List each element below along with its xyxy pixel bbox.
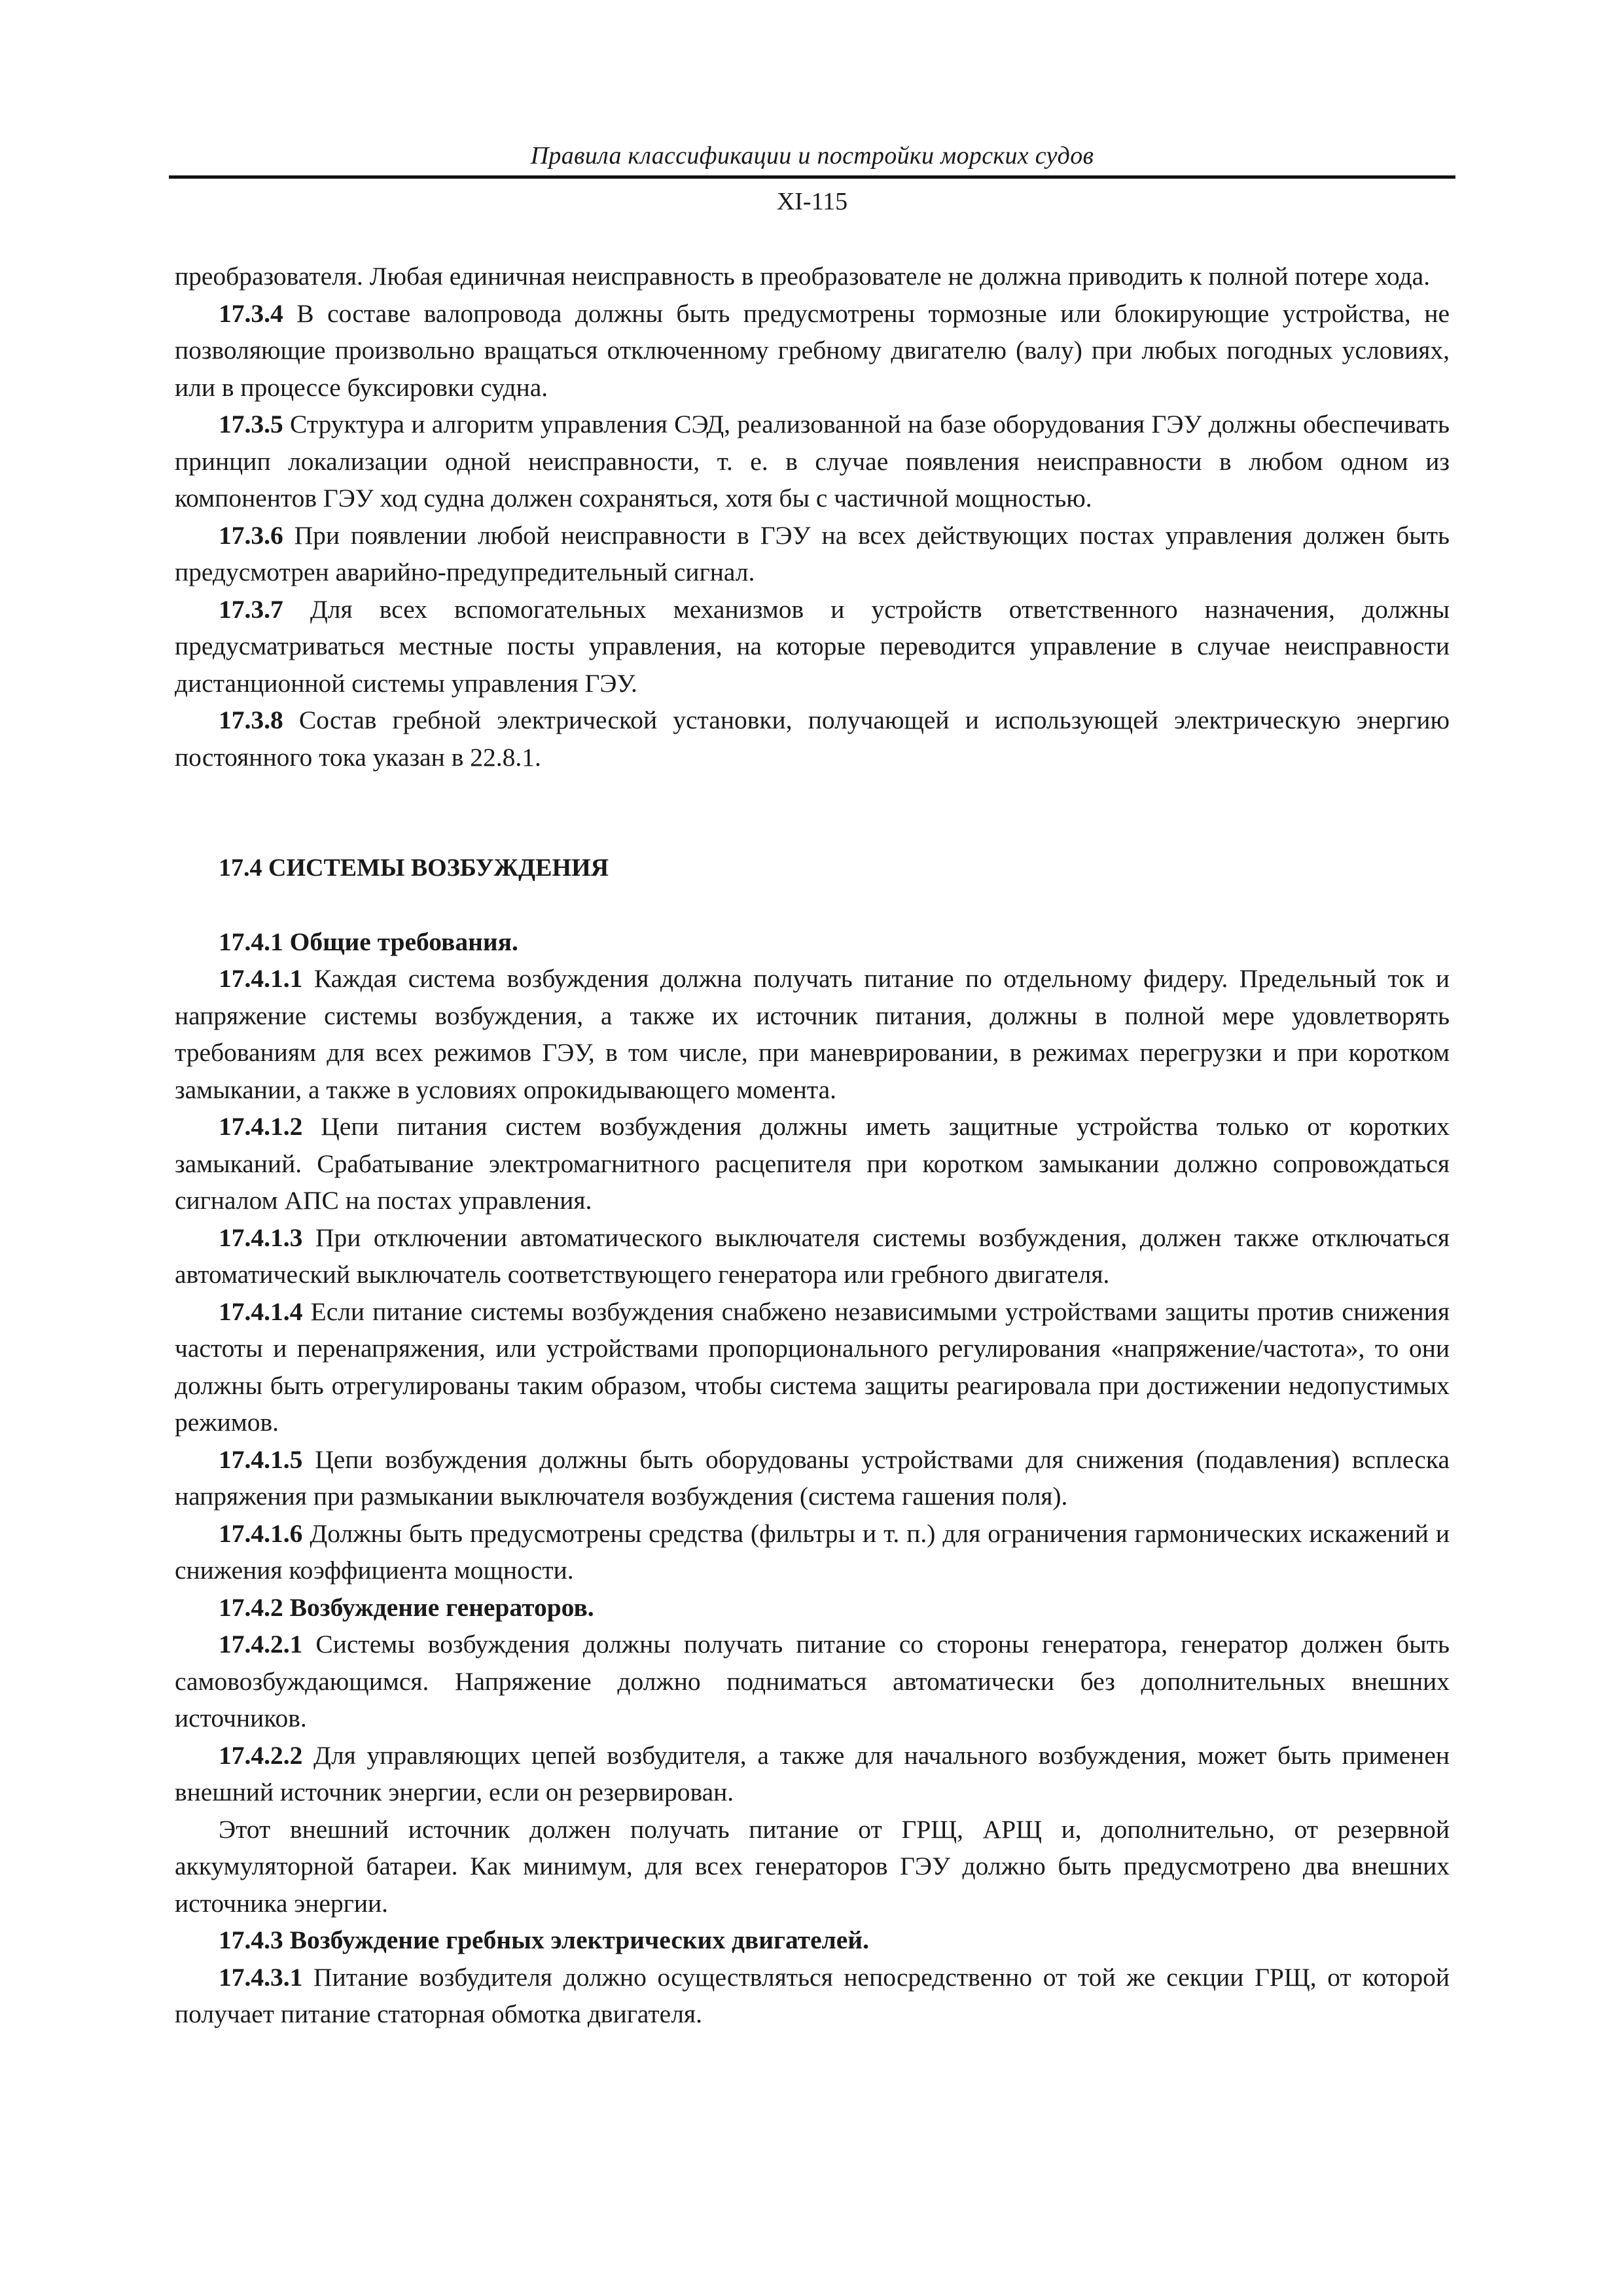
clause-17-4-2-1 [175, 1626, 1450, 1737]
clause-17-3-6 [175, 517, 1450, 591]
clause-17-4-2-2 [175, 1737, 1450, 1811]
clause-text: Если питание системы возбуждения снабжено независимыми устройствами защиты против снижения частоты и перенапряжения, или устройствами пропорционального регулирования «напряжение/частота», то они должны быть отрегулированы таким образом, чтобы система защиты реагировала при достижении недопустимых режимов. [175, 1297, 1450, 1437]
clause-number: 17.4.1.6 [219, 1518, 303, 1548]
paragraph-continuation [175, 258, 1450, 295]
section-title: 17.4 СИСТЕМЫ ВОЗБУЖДЕНИЯ [219, 854, 609, 882]
header-rule [169, 175, 1455, 179]
clause-17-4-1-1 [175, 960, 1450, 1108]
clause-text: Должны быть предусмотрены средства (фильтры и т. п.) для ограничения гармонических искажений и снижения коэффициента мощности. [175, 1518, 1450, 1585]
clause-number: 17.3.7 [219, 594, 283, 624]
page-number: XI-115 [776, 188, 848, 215]
clause-17-3-8 [175, 702, 1450, 776]
clause-text: Цепи питания систем возбуждения должны иметь защитные устройства только от коротких замыканий. Срабатывание электромагнитного расцепителя при коротком замыкании должно сопровождаться сигналом АПС на постах управления. [175, 1112, 1450, 1215]
clause-number: 17.4.1.5 [219, 1444, 303, 1474]
clause-number: 17.3.5 [219, 410, 283, 439]
clause-text: В составе валопровода должны быть предусмотрены тормозные или блокирующие устройства, не позволяющие произвольно вращаться отключенному гребному двигателю (валу) при любых погодных условиях, или в процессе буксировки судна. [175, 298, 1450, 402]
paragraph-text: преобразователя. Любая единичная неисправность в преобразователе не должна приводить к полной потере хода. [175, 262, 1431, 291]
paragraph-external-source [175, 1811, 1450, 1922]
subsection-heading-17-4-3: 17.4.3 Возбуждение гребных электрических двигателей. [219, 1926, 869, 1954]
clause-number: 17.3.6 [219, 520, 283, 550]
clause-text: Состав гребной электрической установки, получающей и использующей электрическую энергию постоянного тока указан в 22.8.1. [175, 706, 1450, 772]
clause-text: Каждая система возбуждения должна получать питание по отдельному фидеру. Предельный ток и напряжение системы возбуждения, а также их источник питания, должны в полной мере удовлетворять требованиям для всех режимов ГЭУ, в том числе, при маневрировании, в режимах перегрузки и при коротком замыкании, а также в условиях опрокидывающего момента. [175, 964, 1450, 1104]
clause-17-4-1-5 [175, 1441, 1450, 1515]
clause-17-4-1-2 [175, 1108, 1450, 1219]
clause-17-3-4 [175, 295, 1450, 406]
clause-text: При отключении автоматического выключателя системы возбуждения, должен также отключаться автоматический выключатель соответствующего генератора или гребного двигателя. [175, 1223, 1450, 1289]
clause-17-4-1-4 [175, 1293, 1450, 1441]
clause-number: 17.4.3.1 [219, 1962, 303, 1992]
paragraph-text: Этот внешний источник должен получать питание от ГРЩ, АРЩ и, дополнительно, от резервной аккумуляторной батареи. Как минимум, для всех генераторов ГЭУ должно быть предусмотрено два внешних источника энергии. [175, 1814, 1450, 1918]
subsection-heading-17-4-2: 17.4.2 Возбуждение генераторов. [219, 1592, 594, 1622]
clause-17-3-5 [175, 406, 1450, 517]
clause-number: 17.3.4 [219, 298, 283, 328]
clause-text: Структура и алгоритм управления СЭД, реализованной на базе оборудования ГЭУ должны обеспечивать принцип локализации одной неисправности, т. е. в случае появления неисправности в любом одном из компонентов ГЭУ ход судна должен сохраняться, хотя бы с частичной мощностью. [175, 410, 1450, 512]
body-text [175, 258, 1450, 2033]
clause-17-4-1-6 [175, 1515, 1450, 1589]
running-title: Правила классификации и постройки морских судов [530, 142, 1094, 170]
clause-17-4-3-1 [175, 1959, 1450, 2033]
clause-number: 17.4.1.3 [219, 1223, 303, 1252]
clause-number: 17.4.1.4 [219, 1297, 303, 1326]
clause-text: При появлении любой неисправности в ГЭУ на всех действующих постах управления должен быть предусмотрен аварийно-предупредительный сигнал. [175, 520, 1450, 586]
clause-number: 17.4.1.1 [219, 964, 303, 993]
clause-17-3-7 [175, 591, 1450, 702]
subsection-heading-17-4-1: 17.4.1 Общие требования. [219, 927, 518, 956]
clause-text: Системы возбуждения должны получать питание со стороны генератора, генератор должен быть самовозбуждающимся. Напряжение должно подниматься автоматически без дополнительных внешних источников. [175, 1630, 1450, 1732]
clause-number: 17.4.2.1 [219, 1630, 303, 1659]
clause-number: 17.4.1.2 [219, 1112, 303, 1141]
clause-text: Для всех вспомогательных механизмов и устройств ответственного назначения, должны предусматриваться местные посты управления, на которые переводится управление в случае неисправности дистанционной системы управления ГЭУ. [175, 594, 1450, 698]
clause-17-4-1-3 [175, 1219, 1450, 1293]
clause-number: 17.4.2.2 [219, 1740, 303, 1770]
section-spacer [175, 887, 1450, 924]
clause-text: Питание возбудителя должно осуществляться непосредственно от той же секции ГРЩ, от которой получает питание статорная обмотка двигателя. [175, 1962, 1450, 2028]
section-spacer [175, 776, 1450, 850]
clause-text: Для управляющих цепей возбудителя, а также для начального возбуждения, может быть применен внешний источник энергии, если он резервирован. [175, 1740, 1450, 1806]
clause-text: Цепи возбуждения должны быть оборудованы устройствами для снижения (подавления) всплеска напряжения при размыкании выключателя возбуждения (система гашения поля). [175, 1444, 1450, 1511]
clause-number: 17.3.8 [219, 706, 283, 734]
